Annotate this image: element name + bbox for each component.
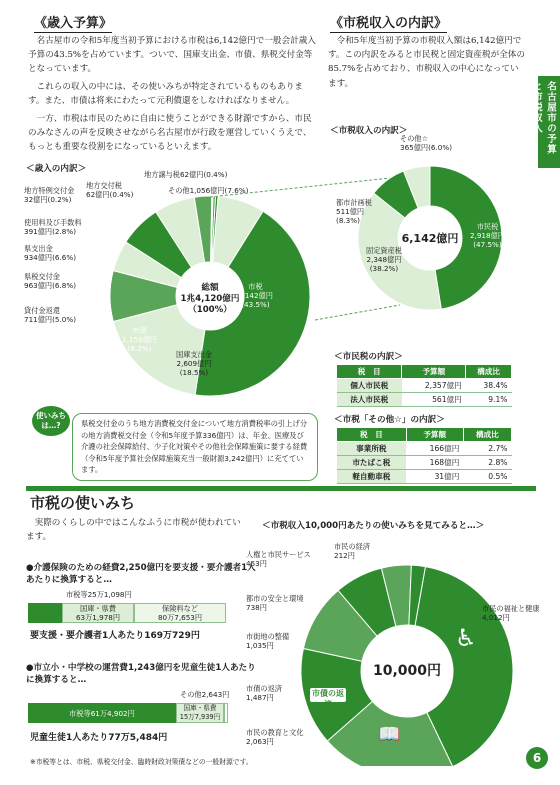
slice-label-percent: 6.6% <box>54 253 74 262</box>
shisai-label-icon: 市債の返済 <box>312 689 344 709</box>
usage-label-amount: 2,063円 <box>246 737 274 746</box>
slice-label-amount: 391億円 <box>24 227 53 236</box>
wheelchair-icon: ♿ <box>455 624 477 652</box>
slice-label-name: 使用料及び手数料 <box>24 218 82 227</box>
table-cell: 個人市民税 <box>337 379 402 393</box>
table-header: 税 目 <box>337 428 407 442</box>
school-bar-other <box>224 703 228 723</box>
table-header: 予算額 <box>406 428 463 442</box>
label-anzen <box>246 594 304 612</box>
label-shigaichi <box>246 632 289 650</box>
bar-value: 80万7,653円 <box>157 613 203 622</box>
label-kotei-shisan: 固定資産税 2,348億円 (38.2%) <box>366 246 402 273</box>
page-number: 6 <box>526 747 548 769</box>
care-bar-tax <box>28 603 62 623</box>
slice-label-name: 地方譲与税 <box>144 170 180 179</box>
usage-donut-chart <box>282 546 532 766</box>
table-cell: 市たばこ税 <box>337 456 407 470</box>
usage-chart-title: ＜市税収入10,000円あたりの使いみちを見てみると…＞ <box>262 521 485 531</box>
note-box <box>72 413 318 481</box>
table-row <box>337 456 512 470</box>
usage-title: 市税の使いみち <box>30 494 136 512</box>
usage-bubble: 使いみちは…? <box>32 406 70 436</box>
care-bar-premium <box>134 603 226 623</box>
school-result: 児童生徒1人あたり77万5,484円 <box>30 733 168 743</box>
label-fukushi <box>482 604 540 622</box>
usage-label-name: 市債の返済 <box>246 684 282 693</box>
budget-paragraph-1: 名古屋市の令和5年度当初予算における市税は6,142億円で一般会計歳入予算の43.5%を占めています。ついで、国庫支出金、市債、県税交付金等となっています。 <box>28 36 316 75</box>
table-cell: 軽自動車税 <box>337 470 407 484</box>
label-keizai <box>334 542 370 560</box>
table-row <box>337 470 512 484</box>
slice-label-amount: 365億円 <box>400 143 429 152</box>
label-shisai: 市債 1,158億円 (8.2%) <box>122 326 157 353</box>
care-top-label: 市税等25万1,098円 <box>66 590 132 599</box>
school-top-label: その他2,643円 <box>180 690 230 699</box>
slice-label-amount: 2,609億円 <box>176 359 212 368</box>
slice-label-name: その他☆ <box>400 134 429 143</box>
table-cell: 31億円 <box>406 470 463 484</box>
label-jinken <box>246 550 311 568</box>
slice-label-name: 県税交付金 <box>24 272 60 281</box>
usage-label-name: 市民の教育と文化 <box>246 728 304 737</box>
slice-label-name: 市民税 <box>476 222 499 231</box>
label-shisai-hensai <box>246 684 282 702</box>
table-row <box>337 379 512 393</box>
slice-label-name: 都市計画税 <box>336 198 372 207</box>
slice-label-percent: 0.2% <box>50 195 69 204</box>
usage-label-amount: 453円 <box>246 559 267 568</box>
revenue-total-label: 総額 <box>201 283 219 293</box>
slice-label-percent: 7.6% <box>227 186 246 195</box>
bar-value: 15万7,939円 <box>179 713 221 721</box>
section-side-tab: 名古屋市の予算と市税収入 <box>538 76 560 168</box>
slice-label-amount: 934億円 <box>24 253 53 262</box>
slice-label-percent: 47.5% <box>476 240 499 249</box>
slice-label-percent: 0.4% <box>206 170 225 179</box>
slice-label-amount: 6,142億円 <box>238 291 273 300</box>
usage-label-amount: 4,012円 <box>482 613 510 622</box>
label-chihou-jouyo: 地方譲与税62億円(0.4%) <box>144 170 228 179</box>
label-shizei: 市税 6,142億円 (43.5%) <box>238 282 273 309</box>
slice-label-amount: 511億円 <box>336 207 365 216</box>
table-row <box>337 442 512 456</box>
table-cell: 2.8% <box>463 456 511 470</box>
slice-label-name: 地方交付税 <box>86 181 122 190</box>
slice-label-name: 県支出金 <box>24 244 53 253</box>
slice-label-percent: 0.4% <box>112 190 131 199</box>
usage-label-name: 市民の経済 <box>334 542 370 551</box>
usage-label-amount: 1,487円 <box>246 693 274 702</box>
label-chihou-koufuzei: 地方交付税 62億円(0.4%) <box>86 181 134 199</box>
table-cell: 166億円 <box>406 442 463 456</box>
label-kokko: 国庫支出金 2,609億円 (18.5%) <box>176 350 212 377</box>
slice-label-percent: 38.2% <box>372 264 396 273</box>
slice-label-amount: 62億円 <box>86 190 110 199</box>
slice-label-amount: 2,918億円 <box>470 231 505 240</box>
tax-donut-center: 6,142億円 <box>401 232 459 245</box>
usage-paragraph: 実際のくらしの中ではこんなふうに市税が使われています。 <box>26 518 241 543</box>
slice-label-percent: 2.8% <box>54 227 74 236</box>
slice-label-amount: 2,348億円 <box>366 255 402 264</box>
school-bar-kokko <box>176 703 224 723</box>
table-header-row <box>337 365 512 379</box>
book-icon: 📖 <box>378 724 401 745</box>
slice-label-percent: 6.8% <box>54 281 74 290</box>
bar-label: 保険料など <box>162 604 198 613</box>
label-chihou-tokurei: 地方特例交付金 32億円(0.2%) <box>24 186 75 204</box>
slice-label-amount: 1,158億円 <box>122 335 157 344</box>
slice-label-amount: 711億円 <box>24 315 53 324</box>
bar-value: 63万1,978円 <box>75 613 121 622</box>
budget-paragraph-3: 一方、市税は市民のために自由に使うことができる財源ですから、市民のみなさんの声を反映させながら名古屋市が行政を運営していくうえで、もっとも重要な役割をになっているといえます。 <box>28 114 312 153</box>
footnote: ※市税等とは、市税、県税交付金、臨時財政対策債などの一般財源です。 <box>30 758 253 766</box>
care-result: 要支援・要介護者1人あたり169万729円 <box>30 631 200 641</box>
label-other-revenue: その他1,056億円(7.6%) <box>168 186 249 195</box>
label-ken-shishutsu: 県支出金 934億円(6.6%) <box>24 244 76 262</box>
budget-paragraph-2: これらの収入の中には、その使いみちが特定されているものもあります。また、市債は将来にわたって元利償還をしなければなりません。 <box>28 82 304 107</box>
care-heading: ●介護保険のための経費2,250億円を要支援・要介護者1人あたりに換算すると… <box>26 563 256 585</box>
other-tax-table <box>336 427 512 484</box>
note-text: 県税交付金のうち地方消費税交付金について地方消費税率の引上げ分の地方消費税交付金（令和5年度予算336億円）は、年金、医療及び介護の社会保障給付、少子化対策やその他社会保障施策に要する経費（令和5年度予算社会保障施策充当一般財源3,242億円）に充てています。 <box>81 419 308 474</box>
table-header: 構成比 <box>463 428 511 442</box>
slice-label-name: 国庫支出金 <box>176 350 212 359</box>
school-heading: ●市立小・中学校の運営費1,243億円を児童生徒1人あたりに換算すると… <box>26 663 256 685</box>
slice-label-percent: 6.0% <box>430 143 450 152</box>
usage-label-name: 人権と市民サービス <box>246 550 311 559</box>
care-bar-kokko <box>62 603 134 623</box>
label-shiyouryou: 使用料及び手数料 391億円(2.8%) <box>24 218 82 236</box>
label-kashitsuke: 貸付金返還 711億円(5.0%) <box>24 306 76 324</box>
other-tax-table-title: ＜市税「その他☆」の内訳＞ <box>334 415 445 425</box>
label-kenzei-koufu: 県税交付金 963億円(6.8%) <box>24 272 76 290</box>
table-cell: 事業所税 <box>337 442 407 456</box>
shiminzei-table-title: ＜市民税の内訳＞ <box>334 352 403 362</box>
slice-label-amount: 62億円 <box>179 170 204 179</box>
slice-label-name: 地方特例交付金 <box>24 186 75 195</box>
slice-label-name: その他 <box>168 186 190 195</box>
slice-label-percent: 43.5% <box>244 300 267 309</box>
bar-label: 市税等61万4,902円 <box>69 708 135 718</box>
tax-revenue-chart-title: ＜市税収入の内訳＞ <box>330 126 408 136</box>
table-cell: 9.1% <box>466 393 512 407</box>
slice-label-percent: 8.3% <box>338 216 358 225</box>
usage-label-amount: 1,035円 <box>246 641 274 650</box>
table-cell: 38.4% <box>466 379 512 393</box>
revenue-total-value: 1兆4,120億円 <box>180 294 240 304</box>
section-band <box>26 486 536 491</box>
label-kyouiku <box>246 728 304 746</box>
table-header: 構成比 <box>466 365 512 379</box>
slice-label-name: 貸付金返還 <box>24 306 60 315</box>
slice-label-name: 市債 <box>132 326 147 335</box>
table-cell: 168億円 <box>406 456 463 470</box>
slice-label-percent: 8.2% <box>130 344 149 353</box>
usage-label-name: 市民の福祉と健康 <box>482 604 540 613</box>
budget-title: 《歳入予算》 <box>34 12 112 33</box>
slice-label-percent: 18.5% <box>182 368 206 377</box>
tax-revenue-title: 《市税収入の内訳》 <box>330 12 447 33</box>
table-cell: 2,357億円 <box>402 379 466 393</box>
bar-label: 国庫・県費 <box>183 704 217 712</box>
table-cell: 561億円 <box>402 393 466 407</box>
table-header: 予算額 <box>402 365 466 379</box>
slice-label-name: 固定資産税 <box>366 246 402 255</box>
table-cell: 2.7% <box>463 442 511 456</box>
tax-revenue-paragraph: 令和5年度当初予算の市税収入額は6,142億円です。この内訳をみると市民税と固定資産税が全体の85.7%を占めており、市税収入の中心になっています。 <box>328 36 525 89</box>
school-bar-tax <box>28 703 176 723</box>
label-sonota-star: その他☆ 365億円(6.0%) <box>400 134 452 152</box>
slice-label-name: 市税 <box>248 282 263 291</box>
slice-label-amount: 32億円 <box>24 195 48 204</box>
slice-label-percent: 5.0% <box>54 315 74 324</box>
usage-label-name: 都市の安全と環境 <box>246 594 304 603</box>
usage-label-amount: 738円 <box>246 603 267 612</box>
bar-label: 国庫・県費 <box>80 604 116 613</box>
label-shiminzei: 市民税 2,918億円 (47.5%) <box>470 222 505 249</box>
table-row <box>337 393 512 407</box>
usage-donut-center: 10,000円 <box>372 663 442 679</box>
slice-label-amount: 1,056億円 <box>189 186 225 195</box>
label-toshi-keikaku: 都市計画税 511億円 (8.3%) <box>336 198 372 225</box>
usage-label-name: 市街地の整備 <box>246 632 290 641</box>
revenue-total-percent: （100%） <box>188 305 232 315</box>
shiminzei-table <box>336 364 512 407</box>
table-header: 税 目 <box>337 365 402 379</box>
usage-label-amount: 212円 <box>334 551 355 560</box>
table-cell: 法人市民税 <box>337 393 402 407</box>
table-cell: 0.5% <box>463 470 511 484</box>
slice-label-amount: 963億円 <box>24 281 53 290</box>
budget-breakdown-title: ＜歳入の内訳＞ <box>26 164 87 174</box>
table-header-row <box>337 428 512 442</box>
